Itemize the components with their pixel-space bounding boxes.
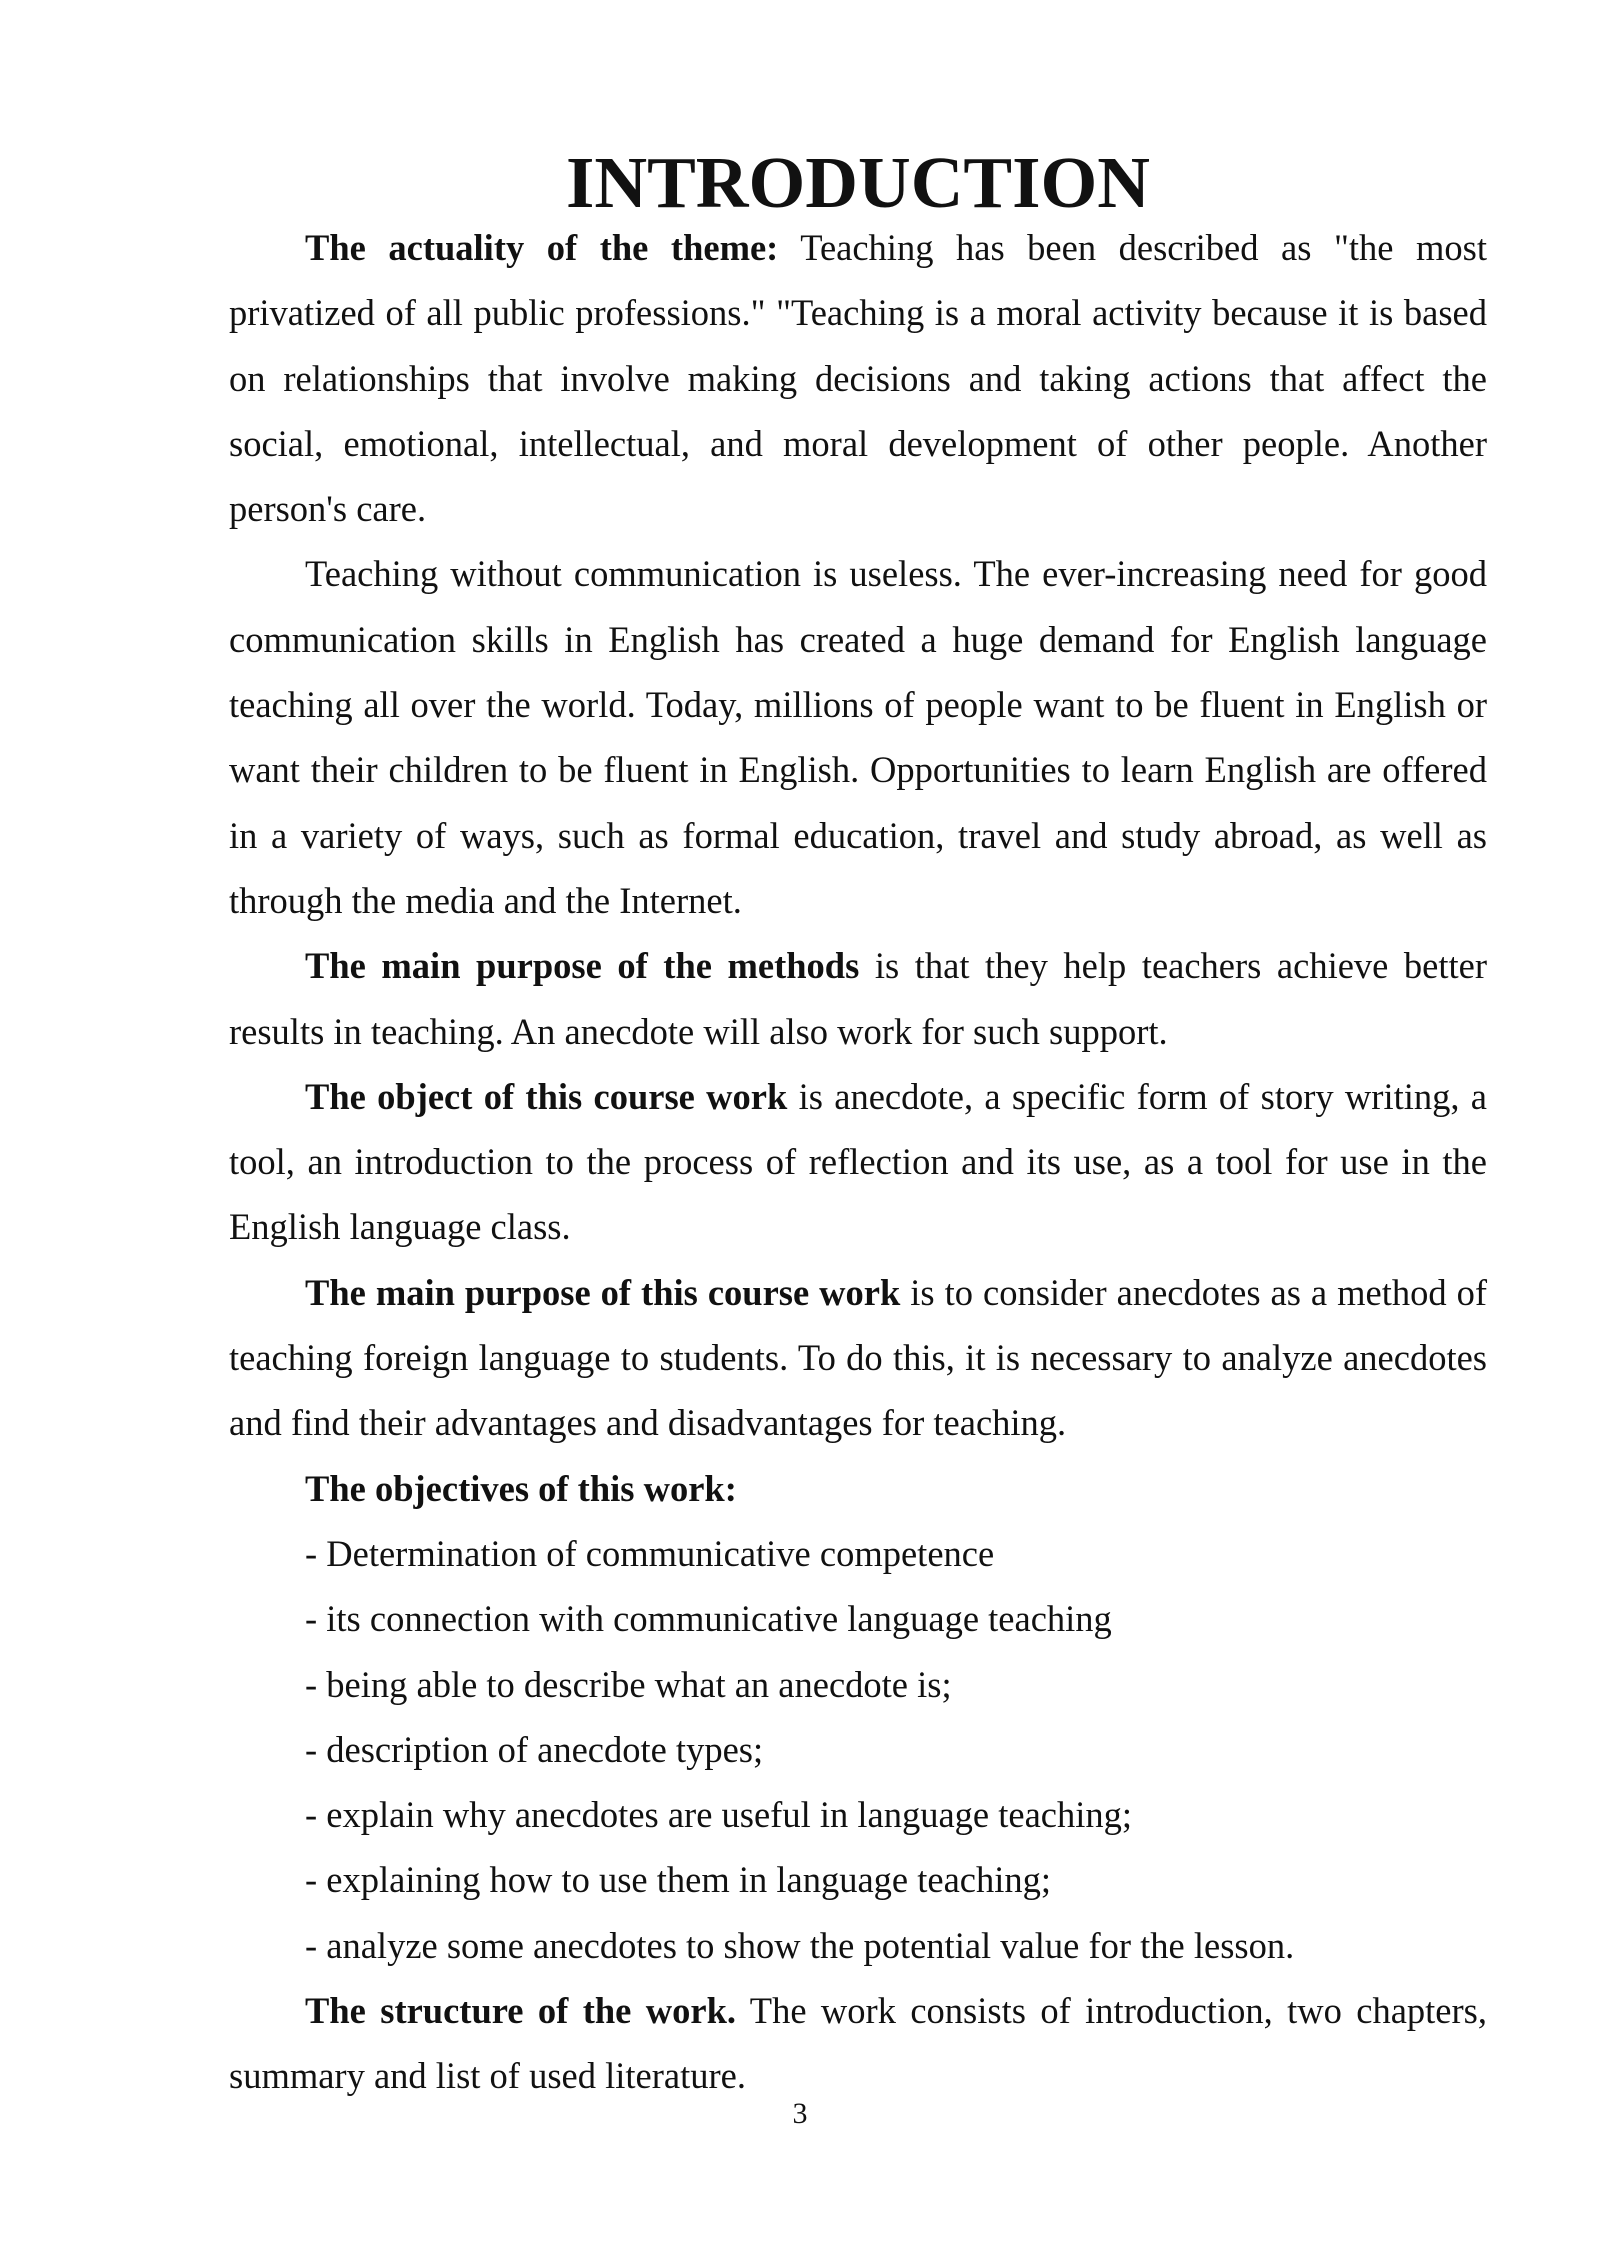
paragraph-structure (229, 1978, 1487, 2109)
paragraph-lead: The structure of the work. (305, 1990, 737, 2032)
list-item: - being able to describe what an anecdote is; (305, 1663, 952, 1705)
list-item: - description of anecdote types; (305, 1728, 764, 1770)
page-body (229, 142, 1487, 2109)
list-item: - its connection with communicative language teaching (305, 1598, 1112, 1640)
paragraph-communication (229, 541, 1487, 933)
paragraph-main-purpose (229, 1260, 1487, 1456)
paragraph-text: is to consider anecdotes as a method of teaching foreign language to students. To do this, it is necessary to analyze anecdotes and find their advantages and disadvantages for teaching. (229, 1271, 1487, 1444)
paragraph-text: is anecdote, a specific form of story writing, a tool, an introduction to the process of reflection and its use, as a tool for use in the English language class. (229, 1075, 1487, 1248)
page-heading: INTRODUCTION (565, 142, 1151, 223)
list-item: - explaining how to use them in language teaching; (305, 1859, 1052, 1901)
page-number: 3 (792, 2097, 808, 2130)
paragraph-lead: The main purpose of this course work (305, 1271, 901, 1313)
paragraph-text: Teaching without communication is useless. The ever-increasing need for good communication skills in English has created a huge demand for English language teaching all over the world. Today, millions of people want to be fluent in English or want their children to be fluent in English. Opportunities to learn English are offered in a variety of ways, such as formal education, travel and study abroad, as well as through the media and the Internet. (229, 553, 1487, 921)
list-item: - Determination of communicative competence (305, 1532, 995, 1574)
paragraph-text: Teaching has been described as "the most privatized of all public professions." "Teaching is a moral activity because it is based on relationships that involve making decisions and taking actions that affect the social, emotional, intellectual, and moral development of other people. Another person's care. (229, 227, 1487, 530)
objectives-heading: The objectives of this work: (305, 1467, 737, 1509)
paragraph-lead: The object of this course work (305, 1075, 788, 1117)
paragraph-lead: The actuality of the theme: (305, 227, 779, 268)
paragraph-text: The work consists of introduction, two chapters, summary and list of used literature. (229, 1990, 1487, 2097)
paragraph-purpose-methods (229, 933, 1487, 1064)
list-item: - explain why anecdotes are useful in language teaching; (305, 1794, 1133, 1836)
objectives-list (229, 1521, 1487, 1978)
paragraph-text: is that they help teachers achieve better results in teaching. An anecdote will also work for such support. (229, 945, 1487, 1052)
list-item: - analyze some anecdotes to show the potential value for the lesson. (305, 1924, 1295, 1966)
paragraph-object (229, 1064, 1487, 1260)
paragraph-actuality (229, 215, 1487, 541)
paragraph-lead: The main purpose of the methods (305, 945, 860, 987)
